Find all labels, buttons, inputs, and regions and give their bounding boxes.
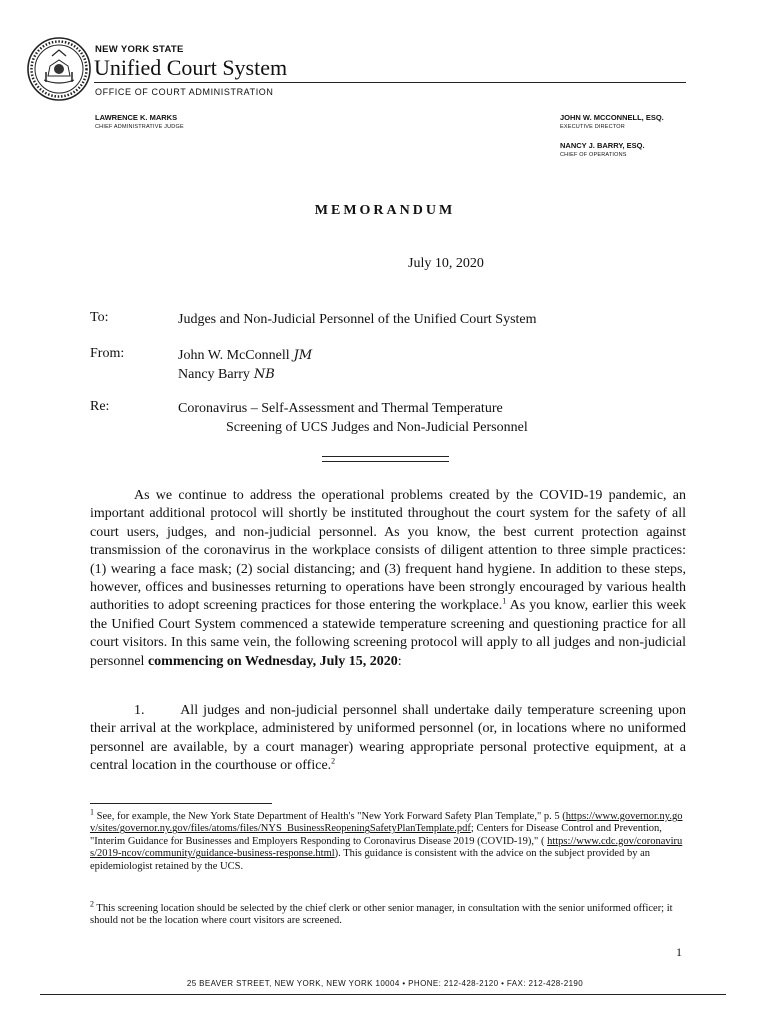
memo-heading: MEMORANDUM xyxy=(314,203,456,218)
fn2-text: This screening location should be selected by the chief clerk or other senior manager, in consultation with the senior uniformed officer; it should not be the location where court visitors are screened. xyxy=(90,903,673,927)
letterhead-rule xyxy=(94,82,686,83)
body-paragraph-2 xyxy=(90,702,686,776)
letterhead-office: OFFICE OF COURT ADMINISTRATION xyxy=(95,87,274,97)
footer-address: 25 BEAVER STREET, NEW YORK, NEW YORK 10004 • PHONE: 212-428-2120 • FAX: 212-428-2190 xyxy=(186,979,584,988)
from-name-2: Nancy Barry xyxy=(178,367,250,382)
section-separator xyxy=(322,456,449,462)
fn1-text-a: See, for example, the New York State Department of Health's "New York Forward Safety Plan Template," p. 5 ( xyxy=(94,811,566,822)
p1-commencing-date: commencing on Wednesday, July 15, 2020 xyxy=(147,653,398,669)
executive-director-title: EXECUTIVE DIRECTOR xyxy=(560,124,625,130)
chief-judge-title: CHIEF ADMINISTRATIVE JUDGE xyxy=(95,124,184,130)
fn1-link-governor[interactable]: https://www.governor.ny.gov/sites/governor.ny.gov/files/atoms/files/NYS_BusinessReopeningSafetyPlanTemplate.pdf xyxy=(90,811,683,835)
fn1-text-b: ; Centers for Disease Control and Prevention, "Interim Guidance for Businesses and Employers Responding to Coronavirus Disease 2019 (COVID-19)," ( xyxy=(90,823,662,847)
executive-director-name: JOHN W. MCCONNELL, ESQ. xyxy=(560,113,664,122)
re-line-1: Coronavirus – Self-Assessment and Thermal Temperature xyxy=(178,401,503,416)
to-label: To: xyxy=(90,310,109,325)
letterhead-state: NEW YORK STATE xyxy=(95,44,184,55)
letterhead-org-name: Unified Court System xyxy=(94,55,288,80)
chief-operations-title: CHIEF OF OPERATIONS xyxy=(560,152,627,158)
p2-text: All judges and non-judicial personnel shall undertake daily temperature screening upon their arrival at the workplace, administered by uniformed personnel (or, in locations where no uniformed personnel are available, by a court manager) wearing appropriate personal protective equipment, at a central location in the courthouse or office. xyxy=(90,703,687,774)
footnote-1 xyxy=(90,807,686,873)
re-value xyxy=(178,399,528,437)
footer-rule xyxy=(40,994,726,995)
body-paragraph-1 xyxy=(90,487,686,671)
re-label: Re: xyxy=(90,399,110,414)
p1-end: : xyxy=(397,653,402,669)
to-value: Judges and Non-Judicial Personnel of the Unified Court System xyxy=(178,312,537,327)
footnote-ref-1: 1 xyxy=(502,596,507,606)
fn1-text-c: ). This guidance is consistent with the advice on the subject provided by an epidemiologist retained by the UCS. xyxy=(90,848,650,872)
fn1-num: 1 xyxy=(90,807,94,817)
memo-date: July 10, 2020 xyxy=(408,256,484,271)
nys-court-seal-icon xyxy=(26,36,92,102)
fn2-num: 2 xyxy=(90,899,94,909)
footnote-ref-2: 2 xyxy=(331,756,336,766)
from-label: From: xyxy=(90,346,125,361)
page-number: 1 xyxy=(676,945,682,959)
initials-jm: JM xyxy=(293,348,313,363)
initials-nb: NB xyxy=(253,367,275,382)
p1-text: As we continue to address the operational problems created by the COVID-19 pandemic, an important additional protocol will shortly be instituted throughout the court system for the safety of all court users, judges, and non-judicial personnel. As you know, the best current protection against transmission of the coronavirus in the workplace consists of diligent attention to three simple practices: (1) wearing a face mask; (2) social distancing; and (3) frequent hand hygiene. In addition to these steps, however, offices and businesses returning to operations have been strongly encouraged by various health authorities to adopt screening practices for those entering the workplace. xyxy=(90,488,686,614)
p1-text-b: As you know, earlier this week the Unified Court System commenced a statewide temperature screening and questioning practice for all court visitors. In this same vein, the following screening protocol will apply to all judges and non-judicial personnel xyxy=(90,598,686,669)
p2-number: 1. xyxy=(134,703,145,718)
fn1-link-cdc[interactable]: https://www.cdc.gov/coronavirus/2019-ncov/community/guidance-business-response.html xyxy=(90,835,683,860)
from-name-1: John W. McConnell xyxy=(178,348,290,363)
chief-judge-name: LAWRENCE K. MARKS xyxy=(95,113,178,122)
re-line-2: Screening of UCS Judges and Non-Judicial Personnel xyxy=(226,420,528,435)
from-value xyxy=(178,346,312,384)
footnote-rule xyxy=(90,803,272,804)
footnote-2 xyxy=(90,899,686,928)
chief-operations-name: NANCY J. BARRY, ESQ. xyxy=(560,141,645,150)
